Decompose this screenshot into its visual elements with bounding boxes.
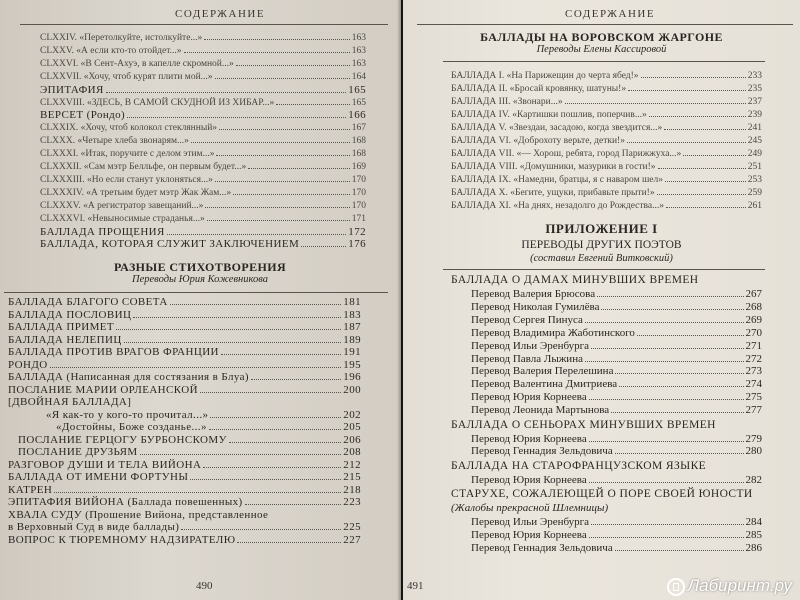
leader-dots — [221, 353, 341, 355]
toc-entry — [451, 161, 762, 174]
toc-entry — [471, 474, 762, 487]
entry-title: Перевод Валентина Дмитриева — [471, 378, 618, 391]
entry-title: «Достойны, Боже созданье...» — [56, 421, 207, 433]
group-title — [451, 460, 762, 473]
group-title-text: БАЛЛАДА О СЕНЬОРАХ МИНУВШИХ ВРЕМЕН — [451, 418, 716, 431]
entry-page: 171 — [351, 213, 366, 224]
group-title — [451, 274, 762, 287]
entry-page: 286 — [745, 542, 762, 554]
entry-page: 208 — [343, 446, 361, 458]
leader-dots — [229, 441, 342, 443]
toc-entry — [46, 409, 361, 422]
toc-entry — [471, 378, 762, 391]
entry-title: CLXXIX. «Хочу, чтоб колокол стеклянный» — [40, 123, 218, 134]
entry-page: 280 — [745, 445, 762, 458]
leader-dots — [184, 51, 350, 53]
entry-title: БАЛЛАДА III. «Звонари...» — [451, 97, 563, 107]
entry-title: БАЛЛАДА II. «Бросай кровянку, шатуны!» — [451, 84, 627, 94]
toc-entry — [8, 321, 361, 334]
entry-title: Перевод Юрия Корнеева — [471, 391, 587, 404]
entry-page: 163 — [351, 33, 366, 43]
entry-title: Перевод Павла Лыжина — [471, 352, 583, 365]
leader-dots — [615, 452, 744, 454]
toc-entry — [40, 200, 366, 213]
entry-page: 275 — [745, 391, 762, 404]
entry-page: 233 — [747, 71, 762, 81]
toc-entry — [471, 516, 762, 529]
toc-entry — [40, 148, 366, 161]
entry-page: 249 — [747, 149, 762, 159]
toc-entry — [471, 353, 762, 366]
toc-entry — [40, 226, 366, 239]
entry-page: 205 — [343, 421, 361, 433]
leader-dots — [615, 549, 744, 551]
entry-page: 270 — [745, 326, 762, 339]
entry-page: 170 — [351, 187, 366, 198]
toc-entry — [8, 309, 361, 322]
leader-dots — [565, 102, 746, 104]
entry-title: РАЗГОВОР ДУШИ И ТЕЛА ВИЙОНА — [8, 458, 202, 471]
entry-page: 206 — [343, 433, 361, 446]
entry-page: 282 — [745, 473, 762, 486]
leader-dots — [585, 360, 744, 362]
leader-dots — [589, 398, 744, 400]
entry-title: CLXXX. «Четыре хлеба звонарям...» — [40, 136, 189, 147]
section-subtitle: Переводы Юрия Кожевникова — [132, 274, 268, 285]
page-number: 490 — [196, 580, 213, 592]
toc-entry — [471, 542, 762, 555]
entry-title: ПОСЛАНИЕ ГЕРЦОГУ БУРБОНСКОМУ — [18, 433, 227, 446]
group-title — [451, 419, 762, 432]
toc-entry — [40, 174, 366, 187]
toc-entry — [471, 340, 762, 353]
entry-title: БАЛЛАДА XI. «На днях, незадолго до Рождества...» — [451, 201, 664, 211]
toc-entry — [471, 327, 762, 340]
leader-dots — [615, 372, 743, 374]
toc-entry — [8, 396, 361, 409]
section-subtitle: Переводы Елены Кассировой — [536, 44, 667, 55]
toc-entry — [8, 509, 361, 522]
group-title-text: БАЛЛАДА НА СТАРОФРАНЦУЗСКОМ ЯЗЫКЕ — [451, 459, 707, 472]
toc-entry — [451, 122, 762, 135]
watermark-text: Лабиринт.ру — [687, 576, 792, 595]
leader-dots — [248, 167, 350, 169]
entry-page: 164 — [351, 71, 366, 82]
toc-entry — [471, 404, 762, 417]
entry-page: 273 — [745, 365, 762, 378]
entry-title: БАЛЛАДА VIII. «Домушники, мазурики в гости!» — [451, 162, 656, 172]
leader-dots — [209, 428, 341, 430]
leader-dots — [233, 193, 350, 195]
toc-entry — [40, 32, 366, 45]
entry-page: 165 — [351, 97, 366, 108]
entry-title: БАЛЛАДА VI. «Доброхоту верьте, детки!» — [451, 136, 625, 146]
group-title — [451, 488, 762, 501]
entry-title: БАЛЛАДА V. «Звездаи, засадою, когда звездится...» — [451, 123, 663, 133]
toc-entry — [451, 83, 762, 96]
header-rule — [417, 24, 793, 25]
entry-page: 225 — [343, 521, 361, 533]
entry-title: ХВАЛА СУДУ (Прошение Вийона, представленное — [8, 508, 269, 521]
leader-dots — [210, 416, 341, 418]
leader-dots — [203, 466, 341, 468]
entry-page: 170 — [351, 174, 366, 185]
entry-title: РОНДО — [8, 358, 48, 371]
page-number: 491 — [407, 580, 424, 592]
entry-page: 235 — [747, 84, 762, 94]
leader-dots — [124, 341, 342, 343]
leader-dots — [216, 154, 349, 156]
entry-title: ПОСЛАНИЕ МАРИИ ОРЛЕАНСКОЙ — [8, 383, 198, 396]
leader-dots — [597, 295, 743, 297]
entry-page: 168 — [351, 149, 366, 160]
leader-dots — [207, 219, 350, 221]
leader-dots — [301, 245, 346, 247]
entry-page: 261 — [747, 201, 762, 211]
toc-entry — [40, 84, 366, 97]
toc-entry — [18, 434, 361, 447]
leader-dots — [666, 206, 746, 208]
entry-page: 181 — [343, 296, 361, 308]
toc-entry — [8, 371, 361, 384]
entry-page: 163 — [351, 58, 366, 69]
toc-entry — [451, 109, 762, 122]
entry-title: [ДВОЙНАЯ БАЛЛАДА] — [8, 396, 132, 408]
right-page — [403, 0, 800, 600]
toc-entry — [8, 534, 361, 547]
entry-page: 196 — [343, 371, 361, 383]
entry-title: Перевод Геннадия Зельдовича — [471, 445, 613, 458]
leader-dots — [589, 536, 744, 538]
entry-title: Перевод Николая Гумилёва — [471, 300, 600, 313]
entry-title: БАЛЛАДА VII. «— Хорош, ребята, город Парижжуха...» — [451, 149, 682, 159]
toc-entry — [8, 459, 361, 472]
leader-dots — [658, 167, 746, 169]
entry-title: БАЛЛАДА ПРОЩЕНИЯ — [40, 225, 165, 238]
entry-title: БАЛЛАДА (Написанная для состязания в Блуа) — [8, 371, 249, 383]
entry-page: 241 — [747, 123, 762, 133]
leader-dots — [649, 115, 746, 117]
labirint-logo-icon — [667, 578, 685, 596]
toc-entry — [8, 359, 361, 372]
leader-dots — [54, 491, 341, 493]
entry-title: Перевод Юрия Корнеева — [471, 473, 587, 486]
entry-page: 183 — [343, 308, 361, 321]
entry-page: 279 — [745, 432, 762, 445]
toc-entry — [471, 301, 762, 314]
toc-entry — [8, 496, 361, 509]
toc-entry — [8, 384, 361, 397]
leader-dots — [127, 116, 346, 118]
entry-title: CLXXXI. «Итак, поручите с делом этим...» — [40, 149, 215, 160]
toc-entry — [451, 148, 762, 161]
toc-entry — [18, 446, 361, 459]
toc-entry — [451, 200, 762, 213]
toc-entry — [471, 445, 762, 458]
entry-page: 269 — [745, 313, 762, 326]
toc-entry — [8, 471, 361, 484]
entry-page: 170 — [351, 200, 366, 211]
leader-dots — [237, 541, 341, 543]
toc-entry — [8, 484, 361, 497]
entry-page: 251 — [747, 162, 762, 172]
toc-entry — [40, 187, 366, 200]
entry-title: в Верховный Суд в виде баллады) — [8, 521, 180, 533]
entry-page: 202 — [343, 408, 361, 421]
toc-entry — [471, 391, 762, 404]
leader-dots — [50, 366, 342, 368]
entry-page: 284 — [745, 516, 762, 529]
toc-entry — [451, 70, 762, 83]
leader-dots — [276, 103, 349, 105]
toc-entry — [471, 529, 762, 542]
entry-title: БАЛЛАДА IX. «Намедни, братцы, я с наваром шел» — [451, 175, 663, 185]
entry-page: 268 — [745, 300, 762, 313]
toc-entry — [40, 109, 366, 122]
entry-page: 259 — [747, 188, 762, 198]
entry-title: БАЛЛАДА, КОТОРАЯ СЛУЖИТ ЗАКЛЮЧЕНИЕМ — [40, 238, 300, 251]
entry-page: 176 — [348, 238, 366, 251]
running-header: СОДЕРЖАНИЕ — [565, 8, 656, 20]
leader-dots — [637, 334, 744, 336]
toc-entry — [40, 45, 366, 58]
entry-title: БАЛЛАДА НЕЛЕПИЦ — [8, 333, 122, 346]
toc-entry — [40, 238, 366, 251]
entry-page: 215 — [343, 471, 361, 483]
leader-dots — [191, 141, 350, 143]
entry-page: 253 — [747, 175, 762, 185]
entry-page: 245 — [747, 136, 762, 146]
entry-title: БАЛЛАДА ПРИМЕТ — [8, 321, 115, 333]
appendix-subtitle: ПЕРЕВОДЫ ДРУГИХ ПОЭТОВ — [521, 239, 682, 251]
entry-page: 274 — [745, 378, 762, 391]
leader-dots — [236, 64, 350, 66]
entry-title: БАЛЛАДА X. «Бегите, ущуки, прибавьте прыти!» — [451, 188, 655, 198]
toc-entry — [451, 96, 762, 109]
entry-title: КАТРЕН — [8, 483, 53, 496]
entry-page: 163 — [351, 45, 366, 56]
entry-title: CLXXXV. «А регистратор завещаний...» — [40, 200, 204, 211]
toc-entry — [451, 174, 762, 187]
entry-title: Перевод Леонида Мартынова — [471, 404, 610, 417]
toc-entry — [40, 97, 366, 110]
leader-dots — [665, 180, 746, 182]
entry-page: 267 — [745, 288, 762, 300]
toc-entry — [471, 314, 762, 327]
leader-dots — [585, 321, 744, 323]
entry-title: ПОСЛАНИЕ ДРУЗЬЯМ — [18, 446, 138, 458]
entry-title: Перевод Юрия Корнеева — [471, 529, 587, 542]
toc-entry — [40, 71, 366, 84]
toc-entry — [40, 213, 366, 226]
toc-entry — [8, 346, 361, 359]
leader-dots — [219, 128, 350, 130]
toc-entry — [56, 421, 361, 434]
group-title-text: СТАРУХЕ, СОЖАЛЕЮЩЕЙ О ПОРЕ СВОЕЙ ЮНОСТИ — [451, 488, 753, 501]
leader-dots — [215, 180, 350, 182]
entry-title: Перевод Сергея Пинуса — [471, 313, 583, 326]
entry-title: Перевод Ильи Эренбурга — [471, 339, 590, 352]
entry-page: 218 — [343, 483, 361, 496]
leader-dots — [619, 385, 743, 387]
toc-entry — [451, 135, 762, 148]
entry-page: 223 — [343, 496, 361, 508]
leader-dots — [601, 308, 743, 310]
entry-title: Перевод Юрия Корнеева — [471, 432, 587, 445]
toc-entry — [8, 521, 361, 534]
entry-title: Перевод Валерия Перелешина — [471, 365, 614, 378]
section-title: БАЛЛАДЫ НА ВОРОВСКОМ ЖАРГОНЕ — [480, 30, 723, 44]
watermark — [667, 576, 792, 596]
leader-dots — [133, 316, 341, 318]
entry-page: 272 — [745, 352, 762, 365]
leader-dots — [106, 91, 347, 93]
section-title: РАЗНЫЕ СТИХОТВОРЕНИЯ — [113, 260, 287, 274]
entry-page: 172 — [348, 225, 366, 238]
leader-dots — [245, 503, 342, 505]
section-rule — [4, 292, 388, 293]
leader-dots — [200, 391, 341, 393]
toc-entry — [40, 58, 366, 71]
entry-title: CLXXIV. «Перетолкуйте, истолкуйте...» — [40, 33, 203, 43]
toc-entry — [40, 135, 366, 148]
entry-title: БАЛЛАДА БЛАГОГО СОВЕТА — [8, 296, 168, 308]
toc-entry — [471, 365, 762, 378]
entry-title: ВОПРОС К ТЮРЕМНОМУ НАДЗИРАТЕЛЮ — [8, 533, 236, 546]
appendix-rule — [443, 269, 765, 270]
entry-title: CLXXXIII. «Но если станут уклоняться...» — [40, 174, 213, 185]
leader-dots — [641, 76, 746, 78]
toc-entry — [40, 122, 366, 135]
leader-dots — [589, 481, 744, 483]
entry-page: 212 — [343, 458, 361, 471]
entry-title: «Я как-то у кого-то прочитал...» — [46, 408, 209, 421]
appendix-title: ПРИЛОЖЕНИЕ I — [545, 221, 658, 236]
entry-page: 285 — [745, 529, 762, 542]
running-header: СОДЕРЖАНИЕ — [175, 8, 266, 20]
entry-page: 165 — [348, 83, 366, 96]
leader-dots — [204, 38, 349, 40]
entry-title: CLXXXVI. «Невыносимые страданья...» — [40, 213, 205, 224]
toc-entry — [8, 296, 361, 309]
entry-title: БАЛЛАДА ПОСЛОВИЦ — [8, 308, 132, 321]
toc-entry — [471, 433, 762, 446]
entry-page: 169 — [351, 162, 366, 172]
entry-page: 271 — [745, 339, 762, 352]
entry-title: БАЛЛАДА ПРОТИВ ВРАГОВ ФРАНЦИИ — [8, 346, 219, 358]
entry-title: Перевод Владимира Жаботинского — [471, 326, 635, 339]
entry-title: Перевод Геннадия Зельдовича — [471, 542, 613, 554]
leader-dots — [190, 478, 341, 480]
entry-title: Перевод Валерия Брюсова — [471, 288, 596, 300]
entry-title: ЭПИТАФИЯ — [40, 83, 104, 96]
leader-dots — [611, 411, 743, 413]
entry-page: 237 — [747, 97, 762, 107]
entry-title: CLXXV. «А если кто-то отойдет...» — [40, 45, 182, 56]
leader-dots — [627, 141, 746, 143]
toc-entry — [451, 187, 762, 200]
toc-entry — [471, 288, 762, 301]
entry-page: 195 — [343, 358, 361, 371]
entry-page: 277 — [745, 404, 762, 417]
entry-page: 189 — [343, 333, 361, 346]
leader-dots — [683, 154, 745, 156]
leader-dots — [251, 378, 341, 380]
leader-dots — [205, 206, 349, 208]
entry-title: CLXXVI. «В Сент-Ахуэ, в капелле скромной...» — [40, 58, 234, 69]
entry-page: 187 — [343, 321, 361, 333]
group-subtitle: (Жалобы прекрасной Шлемницы) — [451, 502, 609, 515]
leader-dots — [657, 193, 746, 195]
leader-dots — [181, 528, 341, 530]
leader-dots — [628, 89, 746, 91]
leader-dots — [591, 347, 743, 349]
entry-title: CLXXXII. «Сам мэтр Белльфе, он первым будет...» — [40, 162, 247, 172]
group-title-text: БАЛЛАДА О ДАМАХ МИНУВШИХ ВРЕМЕН — [451, 274, 699, 286]
leader-dots — [589, 440, 744, 442]
entry-title: CLXXVII. «Хочу, чтоб курят плити мой...» — [40, 71, 213, 82]
leader-dots — [215, 77, 350, 79]
entry-title: Перевод Ильи Эренбурга — [471, 516, 590, 529]
leader-dots — [140, 453, 342, 455]
leader-dots — [664, 128, 746, 130]
entry-page: 200 — [343, 383, 361, 396]
entry-page: 167 — [351, 123, 366, 134]
entry-title: CLXXXIV. «А третьим будет мэтр Жак Жам...» — [40, 187, 232, 198]
entry-page: 239 — [747, 110, 762, 120]
entry-title: ЭПИТАФИЯ ВИЙОНА (Баллада повешенных) — [8, 496, 243, 508]
toc-entry — [40, 161, 366, 174]
leader-dots — [116, 328, 341, 330]
header-rule — [20, 24, 388, 25]
entry-title: БАЛЛАДА I. «На Парижещин до черта ябед!» — [451, 71, 639, 81]
entry-page: 166 — [348, 109, 366, 122]
leader-dots — [591, 523, 743, 525]
section-rule — [443, 61, 765, 62]
appendix-compiler: (составил Евгений Витковский) — [530, 253, 673, 264]
entry-title: БАЛЛАДА IV. «Картишки пошлив, поперчив...» — [451, 110, 647, 120]
entry-page: 191 — [343, 346, 361, 358]
entry-title: ВЕРСЕТ (Рондо) — [40, 109, 126, 122]
leader-dots — [170, 303, 342, 305]
entry-title: БАЛЛАДА ОТ ИМЕНИ ФОРТУНЫ — [8, 471, 189, 483]
entry-page: 168 — [351, 136, 366, 147]
entry-page: 227 — [343, 533, 361, 546]
leader-dots — [167, 233, 347, 235]
entry-title: CLXXVIII. «ЗДЕСЬ, В САМОЙ СКУДНОЙ ИЗ ХИБАР...» — [40, 97, 275, 108]
toc-entry — [8, 334, 361, 347]
